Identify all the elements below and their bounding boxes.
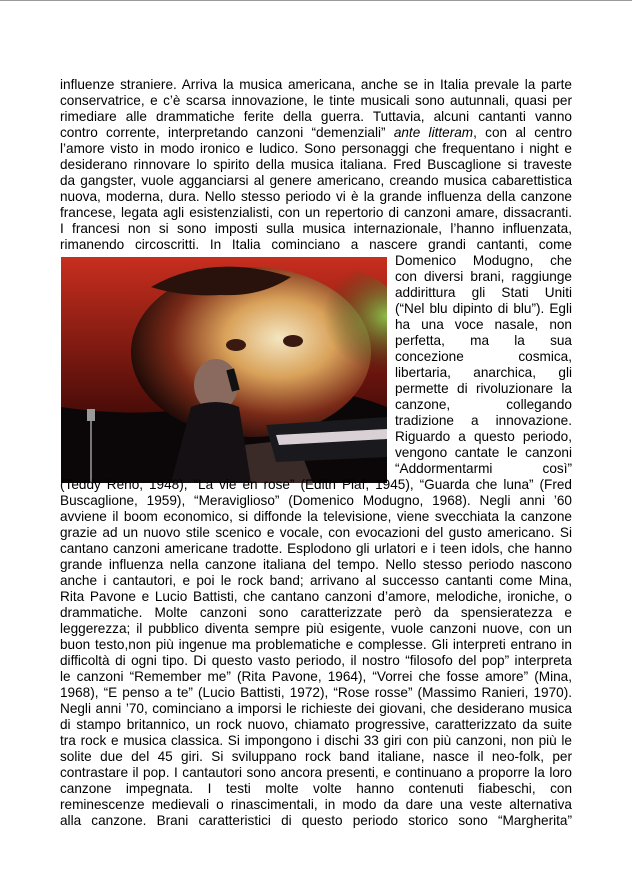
text-line: vengono cantate le canzoni (395, 445, 572, 460)
text-line: leggerezza; il pubblico diventa sempre più esigente, vuole canzoni nuove, con un (60, 621, 572, 636)
text-line: tra rock e musica classica. Si impongono i dischi 33 giri con più canzoni, non più le (60, 733, 572, 748)
text-line: addirittura gli Stati Uniti (395, 285, 572, 300)
text-line: alla canzone. Brani caratteristici di questo periodo storico sono “Margherita” (60, 813, 572, 828)
text-line: 1968), “E penso a te” (Lucio Battisti, 1972), “Rose rosse” (Massimo Ranieri, 1970). (60, 685, 572, 700)
text-line: solite due del 45 giri. Si sviluppano rock band italiane, nasce il neo-folk, per (60, 749, 572, 764)
text-line: canzone impegnata. I testi molte volte hanno contenuti fiabeschi, con (60, 781, 572, 796)
text-line (60, 125, 572, 141)
text-line: Rita Pavone e Lucio Battisti, che cantano canzoni d’amore, melodiche, ironiche, o (60, 589, 572, 604)
text-line: permette di rivoluzionare la (395, 381, 572, 396)
text-line: concezione cosmica, (395, 349, 572, 364)
text-line: difficoltà di ogni tipo. Di questo vasto periodo, il nostro “filosofo del pop” interpreta (60, 653, 572, 668)
text-line: “Addormentarmi così” (395, 461, 572, 476)
text-line: Riguardo a questo periodo, (395, 429, 572, 444)
text-line: nuova, moderna, dura. Nello stesso periodo vi è la grande influenza della canzone (60, 189, 572, 204)
text-line: (“Nel blu dipinto di blu”). Egli (395, 301, 572, 316)
text-line: cantano canzoni americane tradotte. Esplodono gli urlatori e i teen idols, che hanno (60, 541, 572, 556)
text-line: I francesi non si sono imposti sulla musica internazionale, l’hanno influenzata, (60, 221, 572, 236)
text-line: avviene il boom economico, si diffonde la televisione, viene svecchiata la canzone (60, 509, 572, 524)
text-line: perfetta, ma la sua (395, 333, 572, 348)
text-line: tradizione a innovazione. (395, 413, 572, 428)
text-line: grazie ad un nuovo stile scenico e vocale, con evocazioni del gusto americano. Si (60, 525, 572, 540)
text-line: influenze straniere. Arriva la musica americana, anche se in Italia prevale la parte (60, 77, 572, 92)
text-line: drammatiche. Molte canzoni sono caratterizzate però da spensieratezza e (60, 605, 572, 620)
text-line: francese, legata agli esistenzialisti, con un repertorio di canzoni amare, dissacranti. (60, 205, 572, 220)
text-line: le canzoni “Remember me” (Rita Pavone, 1964), “Vorrei che fosse amore” (Mina, (60, 669, 572, 684)
italic-term: ante litteram (393, 125, 474, 140)
text-line: (Teddy Reno, 1948), “La vie en rose” (Edith Piaf, 1945), “Guarda che luna” (Fred (60, 477, 572, 492)
text-line: grande influenza nella canzone italiana del tempo. Nello stesso periodo nascono (60, 557, 572, 572)
text-line: Buscaglione, 1959), “Meraviglioso” (Domenico Modugno, 1968). Negli anni ’60 (60, 493, 572, 508)
text-line: da gangster, vuole agganciarsi al genere americano, creando musica cabarettistica (60, 173, 572, 188)
performer-at-keyboard-photo (61, 257, 387, 483)
text-line: rimanendo circoscritti. In Italia cominciano a nascere grandi cantanti, come (60, 237, 572, 252)
text-line: contrastare il pop. I cantautori sono ancora presenti, e continuano a proporre la loro (60, 765, 572, 780)
text-line: buon testo,non più ingenue ma problematiche e complesse. Gli interpreti entrano in (60, 637, 572, 652)
text-line: desiderano rinnovare lo spirito della musica italiana. Fred Buscaglione si traveste (60, 157, 572, 172)
text-span: contro corrente, interpretando canzoni “demenziali” (60, 125, 394, 140)
text-line: con diversi brani, raggiunge (395, 269, 572, 284)
text-line: conservatrice, e c’è scarsa innovazione, le tinte musicali sono autunnali, quasi per (60, 93, 572, 108)
text-line: di stampo britannico, un rock nuovo, chiamato progressive, caratterizzato da suite (60, 717, 572, 732)
text-line: canzone, collegando (395, 397, 572, 412)
text-line: ha una voce nasale, non (395, 317, 572, 332)
text-line: libertaria, anarchica, gli (395, 365, 572, 380)
text-line: l’amore visto in modo ironico e ludico. Sono personaggi che frequentano i night e (60, 141, 572, 156)
text-line: rimediare alle drammatiche ferite della guerra. Tuttavia, alcuni cantanti vanno (60, 109, 572, 124)
text-line: Negli anni ’70, cominciano a imporsi le richieste dei giovani, che desiderano musica (60, 701, 572, 716)
text-line: Domenico Modugno, che (395, 253, 572, 268)
text-line: anche i cantautori, e poi le rock band; arrivano al successo cantanti come Mina, (60, 573, 572, 588)
text-line: reminescenze medievali o rinascimentali, in modo da dare una veste alternativa (60, 797, 572, 812)
text-span: , con al centro (473, 125, 572, 140)
page-top-border (0, 0, 632, 1)
